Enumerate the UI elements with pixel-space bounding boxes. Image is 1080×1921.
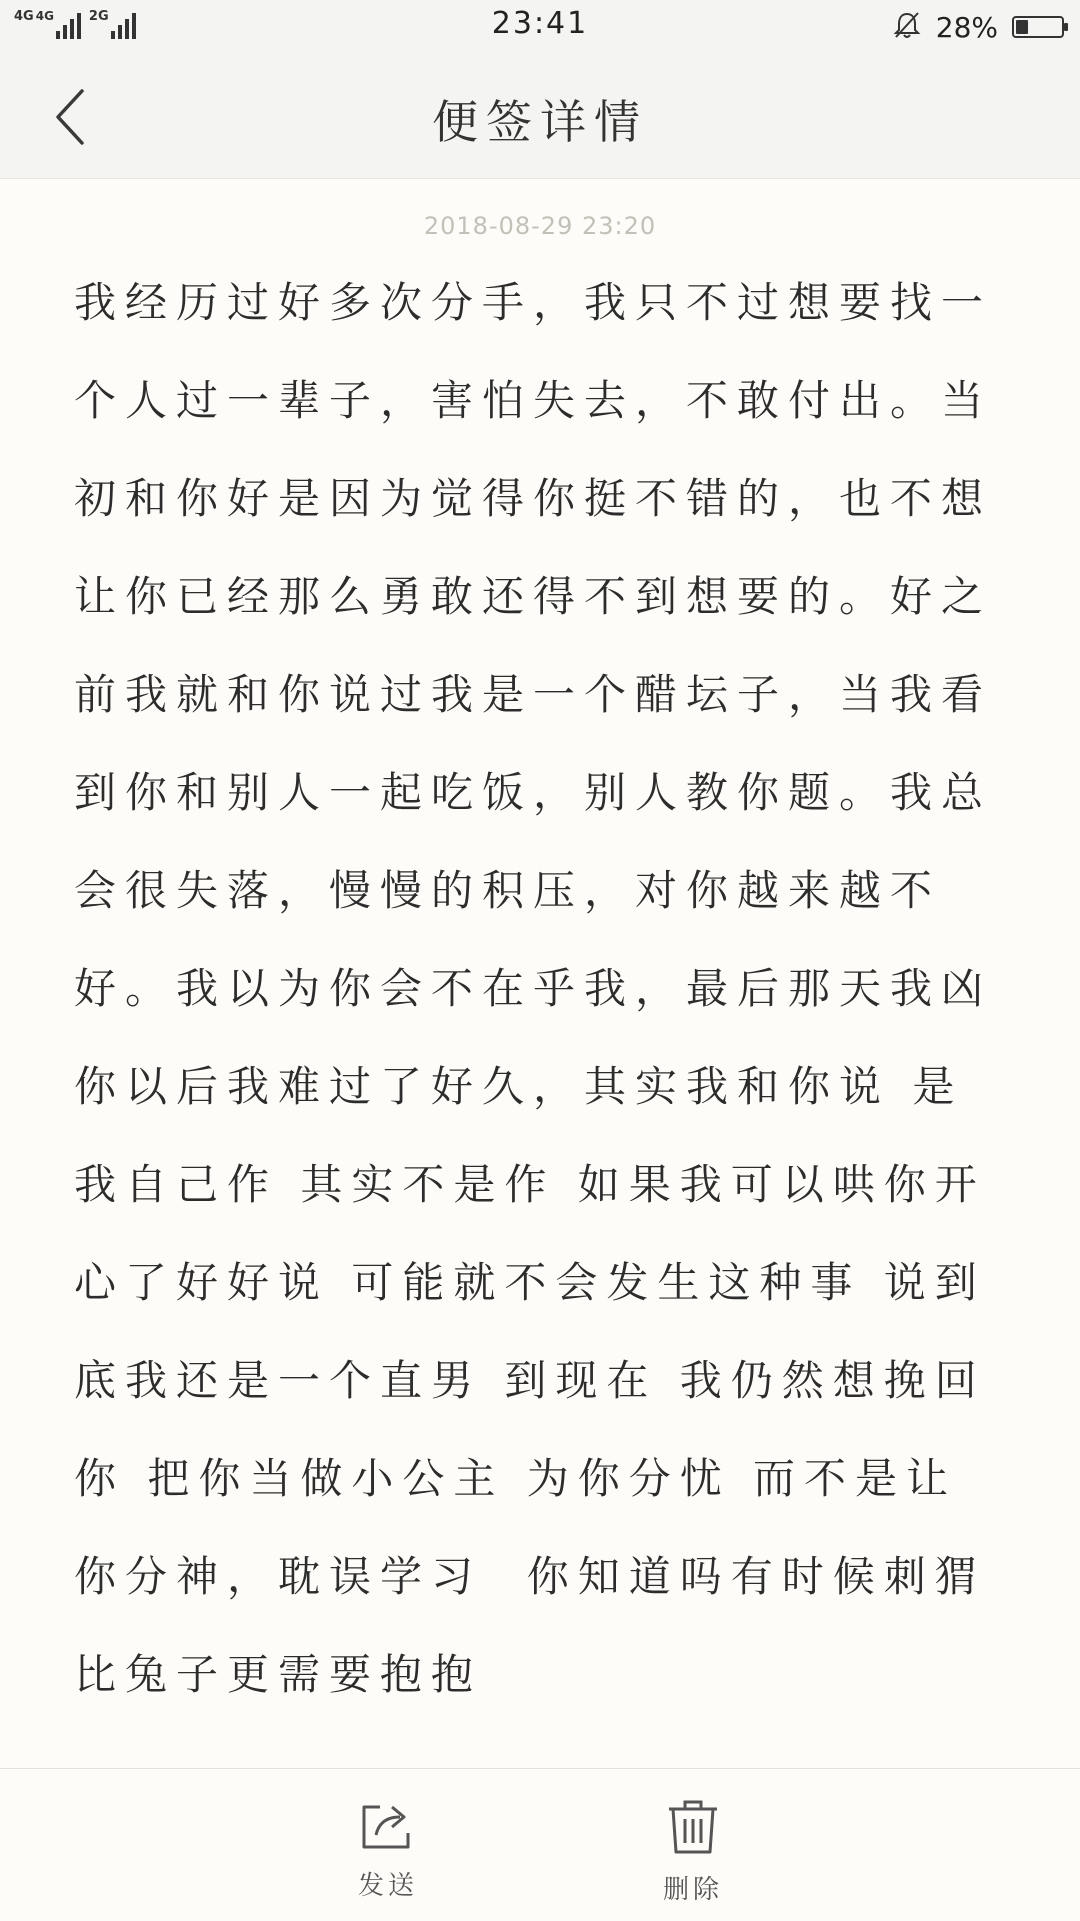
note-content [0,178,1080,1768]
battery-icon [1012,16,1064,38]
note-body[interactable]: 我经历过好多次分手，我只不过想要找一个人过一辈子，害怕失去，不敢付出。当初和你好是因为觉得你挺不错的，也不想让你已经那么勇敢还得不到想要的。好之前我就和你说过我是一个醋坛子，当我看到你和别人一起吃饭，别人教你题。我总会很失落，慢慢的积压，对你越来越不好。我以为你会不在乎我，最后那天我凶你以后我难过了好久，其实我和你说 是我自己作 其实不是作 如果我可以哄你开心了好好说 可能就不会发生这种事 说到底我还是一个直男 到现在 我仍然想挽回你 把你当做小公主 为你分忧 而不是让你分神，耽误学习 你知道吗有时候刺猬比兔子更需要抱抱 [74,278,993,1699]
note-timestamp: 2018-08-29 23:20 [423,212,657,240]
status-time: 23:41 [491,6,589,41]
network-type-label: 2G [88,9,109,24]
status-right [892,10,1064,44]
bottom-action-bar [0,1768,1080,1921]
header [0,52,1080,179]
delete-label: 删除 [662,1875,723,1905]
send-label: 发送 [357,1871,418,1901]
battery-percent: 28% [935,10,998,44]
mute-bell-icon [892,10,922,44]
status-bar [0,0,1080,52]
trash-icon [663,1797,723,1857]
delete-button[interactable] [633,1797,753,1906]
share-icon [358,1797,418,1853]
battery-fill [1016,20,1028,34]
page-title: 便签详情 [432,95,648,149]
network-type-label: 4G [14,9,34,24]
network-type-label: 4G [35,9,54,23]
send-button[interactable] [328,1797,448,1902]
